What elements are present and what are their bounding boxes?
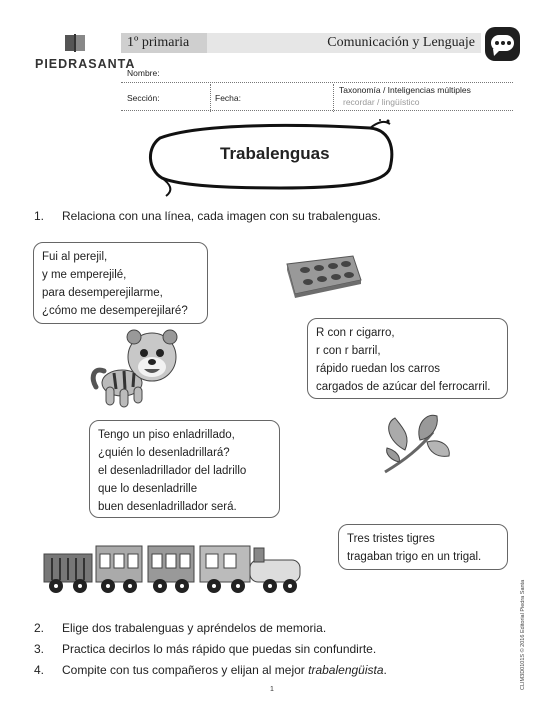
- page-title: Trabalenguas: [220, 144, 330, 163]
- twister-cigarro-box[interactable]: [307, 318, 508, 399]
- twister-line: y me emperejilé,: [42, 269, 127, 281]
- twister-ladrillo-box[interactable]: [89, 420, 280, 518]
- twister-line: el desenladrillador del ladrillo: [98, 465, 247, 477]
- instruction-3: [34, 642, 376, 656]
- subject-title: Comunicación y Lenguaje: [327, 35, 475, 50]
- instruction-text: Relaciona con una línea, cada imagen con su trabalenguas.: [62, 209, 381, 223]
- instruction-text: Practica decirlos lo más rápido que puedas sin confundirte.: [62, 642, 377, 656]
- instruction-number: 4.: [34, 663, 45, 677]
- twister-line: Fui al perejil,: [42, 251, 108, 263]
- instruction-text: Compite con tus compañeros y elijan al mejor: [62, 663, 309, 677]
- twister-line: cargados de azúcar del ferrocarril.: [316, 381, 491, 393]
- twister-line: rápido ruedan los carros: [316, 363, 441, 375]
- name-line[interactable]: [121, 82, 513, 83]
- section-label: Sección:: [127, 93, 160, 103]
- instruction-emphasis: trabalengüista: [308, 663, 384, 677]
- date-label: Fecha:: [215, 93, 241, 103]
- twister-line: buen desenladrillador será.: [98, 501, 237, 513]
- instruction-number: 2.: [34, 621, 45, 635]
- page-number: 1: [270, 686, 274, 693]
- twister-line: tragaban trigo en un trigal.: [347, 551, 482, 563]
- grade-label: 1º primaria: [121, 33, 207, 53]
- instruction-4: [34, 663, 387, 677]
- instruction-number: 3.: [34, 642, 45, 656]
- tiger-image[interactable]: [90, 327, 185, 412]
- twister-line: ¿quién lo desenladrillará?: [98, 447, 230, 459]
- chat-tail: [493, 49, 501, 57]
- twister-line: ¿cómo me desemperejilaré?: [42, 305, 188, 317]
- section-line: [121, 110, 513, 111]
- twister-line: R con r cigarro,: [316, 327, 395, 339]
- brick-image[interactable]: [283, 250, 363, 300]
- instruction-number: 1.: [34, 209, 45, 223]
- header-bar: [121, 33, 481, 53]
- chat-dot: [507, 41, 511, 45]
- taxonomy-label: Taxonomía / Inteligencias múltiples: [339, 85, 471, 95]
- twister-line: Tres tristes tigres: [347, 533, 435, 545]
- instruction-text: Elige dos trabalenguas y apréndelos de memoria.: [62, 621, 327, 635]
- chat-dot: [495, 41, 499, 45]
- twister-line: que lo desenladrille: [98, 483, 198, 495]
- twister-perejil-box[interactable]: [33, 242, 208, 324]
- twister-tigres-box[interactable]: [338, 524, 508, 570]
- book-logo-icon: [64, 34, 86, 52]
- copyright-note: CLIM3D0101S © 2016 Editorial Piedra Santa: [520, 579, 526, 690]
- brand-logo-text: PIEDRASANTA: [35, 57, 136, 71]
- train-image[interactable]: [42, 540, 312, 596]
- divider: [333, 84, 334, 112]
- instruction-1: [34, 209, 381, 223]
- chat-bubble-icon: [485, 27, 520, 61]
- taxonomy-value: recordar / lingüístico: [343, 97, 420, 107]
- twister-line: r con r barril,: [316, 345, 381, 357]
- twister-line: Tengo un piso enladrillado,: [98, 429, 235, 441]
- instruction-text: .: [383, 663, 387, 677]
- parsley-image[interactable]: [375, 410, 455, 480]
- divider: [210, 84, 211, 112]
- twister-line: para desemperejilarme,: [42, 287, 163, 299]
- name-label: Nombre:: [127, 68, 160, 78]
- chat-dot: [501, 41, 505, 45]
- instruction-2: [34, 621, 326, 635]
